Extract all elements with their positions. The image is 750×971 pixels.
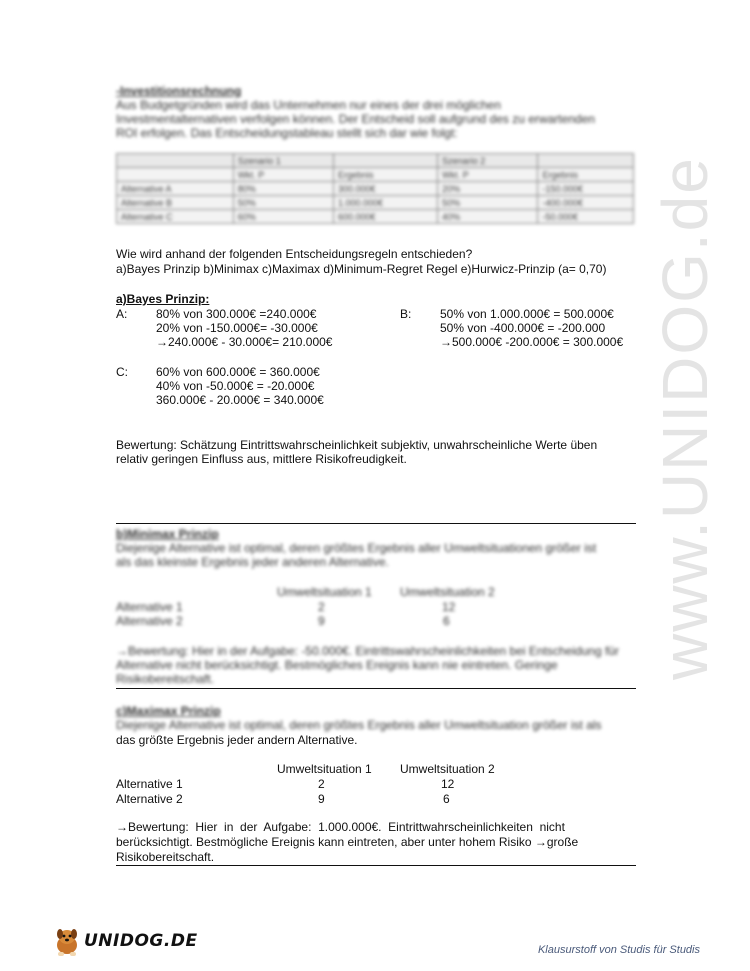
minimax-cell: 2 bbox=[318, 600, 325, 614]
table-cell bbox=[117, 154, 234, 168]
unidog-logo[interactable] bbox=[52, 924, 198, 958]
maximax-heading: c)Maximax Prinzip bbox=[116, 704, 221, 718]
bayes-c-line: 60% von 600.000€ = 360.000€ bbox=[156, 365, 320, 379]
blurred-paragraph-line: Aus Budgetgründen wird das Unternehmen nur eines der drei möglichen bbox=[116, 98, 501, 112]
maximax-bewertung-line: berücksichtigt. Bestmögliche Ereignis kann eintreten, aber unter hohem Risiko →große bbox=[116, 835, 579, 849]
table-cell: 600.000€ bbox=[333, 210, 437, 224]
minimax-paragraph-line: als das kleinste Ergebnis jeder anderen Alternative. bbox=[116, 555, 389, 569]
minimax-cell: 9 bbox=[318, 614, 325, 628]
decision-table bbox=[116, 153, 634, 224]
maximax-cell: 2 bbox=[318, 777, 325, 791]
maximax-row-label: Alternative 2 bbox=[116, 792, 183, 806]
maximax-cell: 12 bbox=[441, 777, 455, 791]
table-row bbox=[117, 154, 634, 168]
bayes-a-result: →240.000€ - 30.000€= 210.000€ bbox=[156, 335, 333, 349]
bayes-bewertung-line: Bewertung: Schätzung Eintrittswahrscheinlichkeit subjektiv, unwahrscheinliche Werte üben bbox=[116, 438, 598, 452]
table-cell: 80% bbox=[233, 182, 333, 196]
alternative-c-label: C: bbox=[116, 365, 128, 379]
minimax-paragraph-line: Diejenige Alternative ist optimal, deren größtes Ergebnis aller Umweltsituationen größer ist bbox=[116, 541, 597, 555]
watermark: www.UNIDOG.de bbox=[649, 156, 721, 680]
table-cell: Wkt. P bbox=[233, 168, 333, 182]
minimax-cell: 6 bbox=[443, 614, 450, 628]
footer-tagline: Klausurstoff von Studis für Studis bbox=[537, 944, 700, 956]
maximax-cell: 9 bbox=[318, 792, 325, 806]
section-divider bbox=[116, 865, 636, 866]
maximax-bewertung-line: →Bewertung: Hier in der Aufgabe: 1.000.000€. Eintrittwahrscheinlichkeiten nicht bbox=[116, 820, 565, 834]
bayes-b-result: →500.000€ -200.000€ = 300.000€ bbox=[440, 335, 624, 349]
table-cell: Wkt. P bbox=[438, 168, 538, 182]
table-cell: 50% bbox=[233, 196, 333, 210]
minimax-bewertung-line: Risikobereitschaft. bbox=[116, 672, 215, 686]
blurred-section-heading: -Investitionsrechnung bbox=[116, 84, 242, 98]
minimax-col-header: Umweltsituation 1 bbox=[277, 585, 372, 599]
table-cell: Szenario 1 bbox=[233, 154, 333, 168]
table-cell: -150.000€ bbox=[538, 182, 634, 196]
table-cell: Szenario 2 bbox=[438, 154, 538, 168]
minimax-cell: 12 bbox=[442, 600, 456, 614]
table-cell: 1.000.000€ bbox=[333, 196, 437, 210]
bayes-c-line: 40% von -50.000€ = -20.000€ bbox=[156, 379, 315, 393]
section-divider bbox=[116, 523, 636, 524]
bayes-heading: a)Bayes Prinzip: bbox=[116, 292, 210, 306]
bayes-a-line: 20% von -150.000€= -30.000€ bbox=[156, 321, 318, 335]
maximax-col-header: Umweltsituation 1 bbox=[277, 762, 372, 776]
table-cell: 40% bbox=[438, 210, 538, 224]
maximax-cell: 6 bbox=[443, 792, 450, 806]
table-cell: Ergebnis bbox=[538, 168, 634, 182]
table-cell: Alternative A bbox=[117, 182, 234, 196]
maximax-row-label: Alternative 1 bbox=[116, 777, 183, 791]
section-divider bbox=[116, 688, 636, 689]
table-cell: 20% bbox=[438, 182, 538, 196]
blurred-paragraph-line: Investmentalternativen verfolgen können. Der Entscheid soll aufgrund des zu erwartenden bbox=[116, 112, 595, 126]
alternative-b-label: B: bbox=[400, 307, 412, 321]
table-cell: Alternative B bbox=[117, 196, 234, 210]
bayes-b-line: 50% von -400.000€ = -200.000 bbox=[440, 321, 606, 335]
table-cell: 50% bbox=[438, 196, 538, 210]
bayes-c-result: 360.000€ - 20.000€ = 340.000€ bbox=[156, 393, 324, 407]
table-row bbox=[117, 210, 634, 224]
maximax-bewertung-line: Risikobereitschaft. bbox=[116, 850, 215, 864]
minimax-row-label: Alternative 2 bbox=[116, 614, 183, 628]
dog-mascot-icon bbox=[52, 925, 82, 957]
alternative-a-label: A: bbox=[116, 307, 128, 321]
minimax-bewertung-line: →Bewertung: Hier in der Aufgabe: -50.000€. Eintrittswahrscheinlichkeiten bei Entscheidung für bbox=[116, 644, 619, 658]
table-cell bbox=[538, 154, 634, 168]
table-cell bbox=[117, 168, 234, 182]
bayes-b-line: 50% von 1.000.000€ = 500.000€ bbox=[440, 307, 614, 321]
question-line: Wie wird anhand der folgenden Entscheidungsregeln entschieden? bbox=[116, 247, 473, 261]
table-row bbox=[117, 196, 634, 210]
minimax-bewertung-line: Alternative nicht berücksichtigt. Bestmögliches Ereignis kann nie eintreten. Geringe bbox=[116, 658, 558, 672]
bayes-a-line: 80% von 300.000€ =240.000€ bbox=[156, 307, 317, 321]
table-cell: Ergebnis bbox=[333, 168, 437, 182]
table-cell: -400.000€ bbox=[538, 196, 634, 210]
minimax-col-header: Umweltsituation 2 bbox=[400, 585, 495, 599]
table-row bbox=[117, 182, 634, 196]
minimax-row-label: Alternative 1 bbox=[116, 600, 183, 614]
table-cell: Alternative C bbox=[117, 210, 234, 224]
logo-text: UNIDOG.DE bbox=[84, 931, 198, 951]
maximax-paragraph-line: Diejenige Alternative ist optimal, deren größtes Ergebnis aller Umweltsituation größer ist als bbox=[116, 718, 602, 732]
table-cell bbox=[333, 154, 437, 168]
bayes-bewertung-line: relativ geringen Einfluss aus, mittlere Risikofreudigkeit. bbox=[116, 452, 407, 466]
maximax-paragraph-line: das größte Ergebnis jeder andern Alternative. bbox=[116, 733, 358, 747]
table-cell: 300.000€ bbox=[333, 182, 437, 196]
rules-list-line: a)Bayes Prinzip b)Minimax c)Maximax d)Minimum-Regret Regel e)Hurwicz-Prinzip (a= 0,70) bbox=[116, 262, 607, 276]
minimax-heading: b)Minimax Prinzip bbox=[116, 527, 219, 541]
maximax-col-header: Umweltsituation 2 bbox=[400, 762, 495, 776]
table-cell: 60% bbox=[233, 210, 333, 224]
table-row bbox=[117, 168, 634, 182]
table-cell: -50.000€ bbox=[538, 210, 634, 224]
blurred-paragraph-line: ROI erfolgen. Das Entscheidungstableau stellt sich dar wie folgt: bbox=[116, 126, 458, 140]
